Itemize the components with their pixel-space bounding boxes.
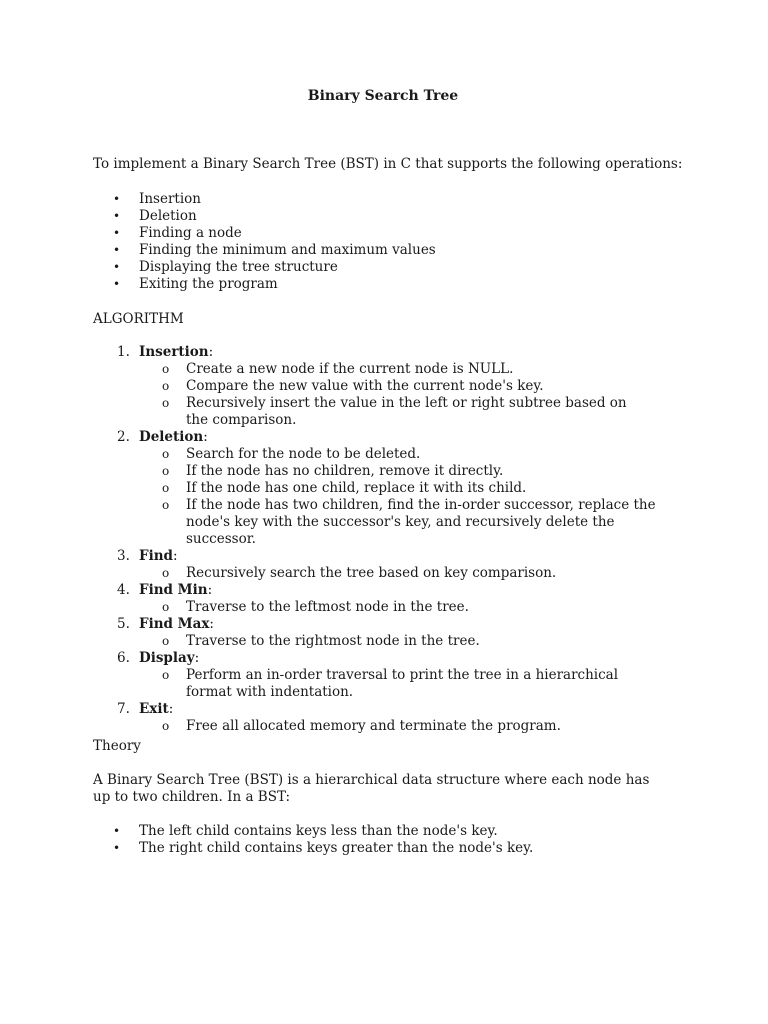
theory-heading: Theory xyxy=(93,738,141,754)
page-title: Binary Search Tree xyxy=(307,88,459,104)
list-item: o Search for the node to be deleted. xyxy=(162,446,421,462)
intro-paragraph: To implement a Binary Search Tree (BST) in C that supports the following operations: xyxy=(93,156,683,172)
theory-paragraph: A Binary Search Tree (BST) is a hierarchical data structure where each node has up to two children. In a BST: xyxy=(93,772,650,805)
algorithm-step: 7. Exit: xyxy=(117,701,174,717)
list-item: o Recursively insert the value in the left or right subtree based on the comparison. xyxy=(162,395,627,428)
list-item: o If the node has no children, remove it directly. xyxy=(162,463,504,479)
list-item: o If the node has one child, replace it with its child. xyxy=(162,480,527,496)
algorithm-step: 3. Find: xyxy=(117,548,178,564)
algorithm-step: 1. Insertion: xyxy=(117,344,214,360)
algorithm-heading: ALGORITHM xyxy=(93,311,184,327)
list-item: o Compare the new value with the current node's key. xyxy=(162,378,544,394)
list-item: o Recursively search the tree based on key comparison. xyxy=(162,565,557,581)
list-item: o Free all allocated memory and terminate the program. xyxy=(162,718,561,734)
list-item: o Create a new node if the current node is NULL. xyxy=(162,361,514,377)
list-item: o Perform an in-order traversal to print the tree in a hierarchical format with indentation. xyxy=(162,667,619,700)
algorithm-list xyxy=(93,344,693,735)
algorithm-step: 5. Find Max: xyxy=(117,616,214,632)
list-item: o Traverse to the rightmost node in the tree. xyxy=(162,633,480,649)
algorithm-step: 4. Find Min: xyxy=(117,582,213,598)
algorithm-step: 6. Display: xyxy=(117,650,200,666)
list-item: o If the node has two children, find the in-order successor, replace the node's key with the successor's key, and recursively delete the successor. xyxy=(162,497,656,547)
list-item: o Traverse to the leftmost node in the tree. xyxy=(162,599,469,615)
algorithm-step: 2. Deletion: xyxy=(117,429,208,445)
